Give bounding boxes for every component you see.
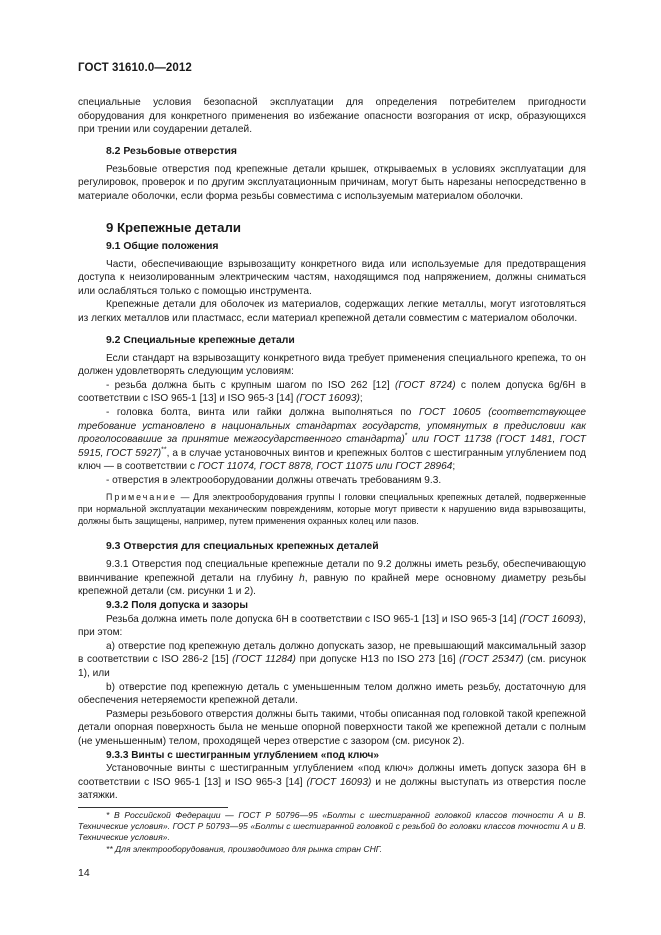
document-page bbox=[78, 62, 586, 879]
section-8-2-title: 8.2 Резьбовые отверстия bbox=[106, 145, 237, 157]
section-9-3-2-title: 9.3.2 Поля допуска и зазоры bbox=[106, 600, 248, 612]
page-number: 14 bbox=[78, 866, 90, 879]
section-9-3-2-text: Резьба должна иметь поле допуска 6H в соответствии с ISO 965-1 [13] и ISO 965-3 [14] (ГОСТ 16093), при этом: bbox=[78, 613, 586, 639]
section-9-title: 9 Крепежные детали bbox=[106, 219, 241, 235]
section-9-2-bullet-holes: - отверстия в электрооборудовании должны отвечать требованиям 9.3. bbox=[106, 474, 442, 486]
section-9-2-title: 9.2 Специальные крепежные детали bbox=[106, 334, 295, 346]
footnote-1: * В Российской Федерации — ГОСТ Р 50796—95 «Болты с шестигранной головкой классов точности А и В. Технические условия». ГОСТ Р 50793—95 «Болты с шестигранной головкой с резьбой до головки классов точности А и В. Технические условия». bbox=[78, 809, 586, 843]
section-9-2-bullet-thread: - резьба должна быть с крупным шагом по ISO 262 [12] (ГОСТ 8724) с полем допуска 6g/6H в соответствии с ISO 965-1 [13] и ISO 965-3 [14] (ГОСТ 16093); bbox=[78, 379, 586, 405]
section-9-3-3-title: 9.3.3 Винты с шестигранным углублением «под ключ» bbox=[106, 749, 379, 761]
section-9-2-bullet-head: - головка болта, винта или гайки должна выполняться по ГОСТ 10605 (соответствующее требование установлено в национальных стандартах государств, упомянутых в предисловии как проголосовавшие за принятие межгосударственного стандарта)* или ГОСТ 11738 (ГОСТ 1481, ГОСТ 5915, ГОСТ 5927)**, а в случае установочных винтов и крепежных болтов с шестигранным углублением под ключ — в соответствии с ГОСТ 11074, ГОСТ 8878, ГОСТ 11075 или ГОСТ 28964; bbox=[78, 406, 586, 473]
section-8-2-text: Резьбовые отверстия под крепежные детали крышек, открываемых в условиях эксплуатации для регулировок, проверок и по другим эксплуатационным причинам, могут быть нарезаны непосредственно в материале оболочки, если форма резьбы совместима с используемым материалом оболочки. bbox=[78, 163, 586, 202]
section-9-3-2-item-b: b) отверстие под крепежную деталь с уменьшенным телом должно иметь резьбу, достаточную для обеспечения нетеряемости крепежной детали. bbox=[78, 681, 586, 707]
section-9-3-3-text: Установочные винты с шестигранным углублением «под ключ» должны иметь допуск зазора 6H в соответствии с ISO 965-1 [13] и ISO 965-3 [14] (ГОСТ 16093) и не должны выступать из отверстия после затяжки. bbox=[78, 763, 586, 802]
section-9-1-p2: Крепежные детали для оболочек из материалов, содержащих легкие металлы, могут изготовляться из легких металлов или пластмасс, если материал крепежной детали совместим с материалом оболочки. bbox=[78, 299, 586, 324]
section-9-1-title: 9.1 Общие положения bbox=[106, 240, 219, 252]
footnote-2: ** Для электрооборудования, производимого для рынка стран СНГ. bbox=[106, 843, 382, 854]
section-9-1-p1: Части, обеспечивающие взрывозащиту конкретного вида или используемые для предотвращения доступа к неизолированным электрическим частям, находящимся под напряжением, должны сниматься или ослабляться только с помощью инструмента. bbox=[78, 258, 586, 297]
footnote-divider bbox=[78, 807, 228, 808]
section-9-3-2-sizes: Размеры резьбового отверстия должны быть такими, чтобы описанная под головкой такой крепежной детали опорная поверхность была не меньше опорной поверхности такой же крепежной детали с полным (не уменьшенным) телом, проходящей через отверстие с зазором (см. рисунок 2). bbox=[78, 708, 586, 747]
section-9-2-note: Примечание — Для электрооборудования группы I головки специальных крепежных деталей, подверженные при нормальной эксплуатации механическим повреждениям, которые могут привести к нарушению вида взрывозащиты, должны быть защищены, например, путем применения охранных колец или пазов. bbox=[78, 492, 586, 526]
document-code: ГОСТ 31610.0—2012 bbox=[78, 62, 192, 74]
section-9-3-2-item-a: a) отверстие под крепежную деталь должно допускать зазор, не превышающий максимальный зазор в соответствии с ISO 286-2 [15] (ГОСТ 11284) при допуске H13 по ISO 273 [16] (ГОСТ 25347) (см. рисунок 1), или bbox=[78, 640, 586, 679]
section-9-2-p1: Если стандарт на взрывозащиту конкретного вида требует применения специального крепежа, то он должен удовлетворять следующим условиям: bbox=[78, 352, 586, 378]
section-9-3-1-text: 9.3.1 Отверстия под специальные крепежные детали по 9.2 должны иметь резьбу, обеспечивающую ввинчивание крепежной детали на глубину h, равную по крайней мере основному диаметру резьбы крепежной детали (см. рисунки 1 и 2). bbox=[78, 559, 587, 598]
intro-paragraph: специальные условия безопасной эксплуатации для определения потребителем пригодности оборудования для конкретного применения во избежание опасности возгорания от искр, образующихся при трении или соударении деталей. bbox=[78, 97, 586, 136]
section-9-3-title: 9.3 Отверстия для специальных крепежных деталей bbox=[106, 541, 379, 553]
